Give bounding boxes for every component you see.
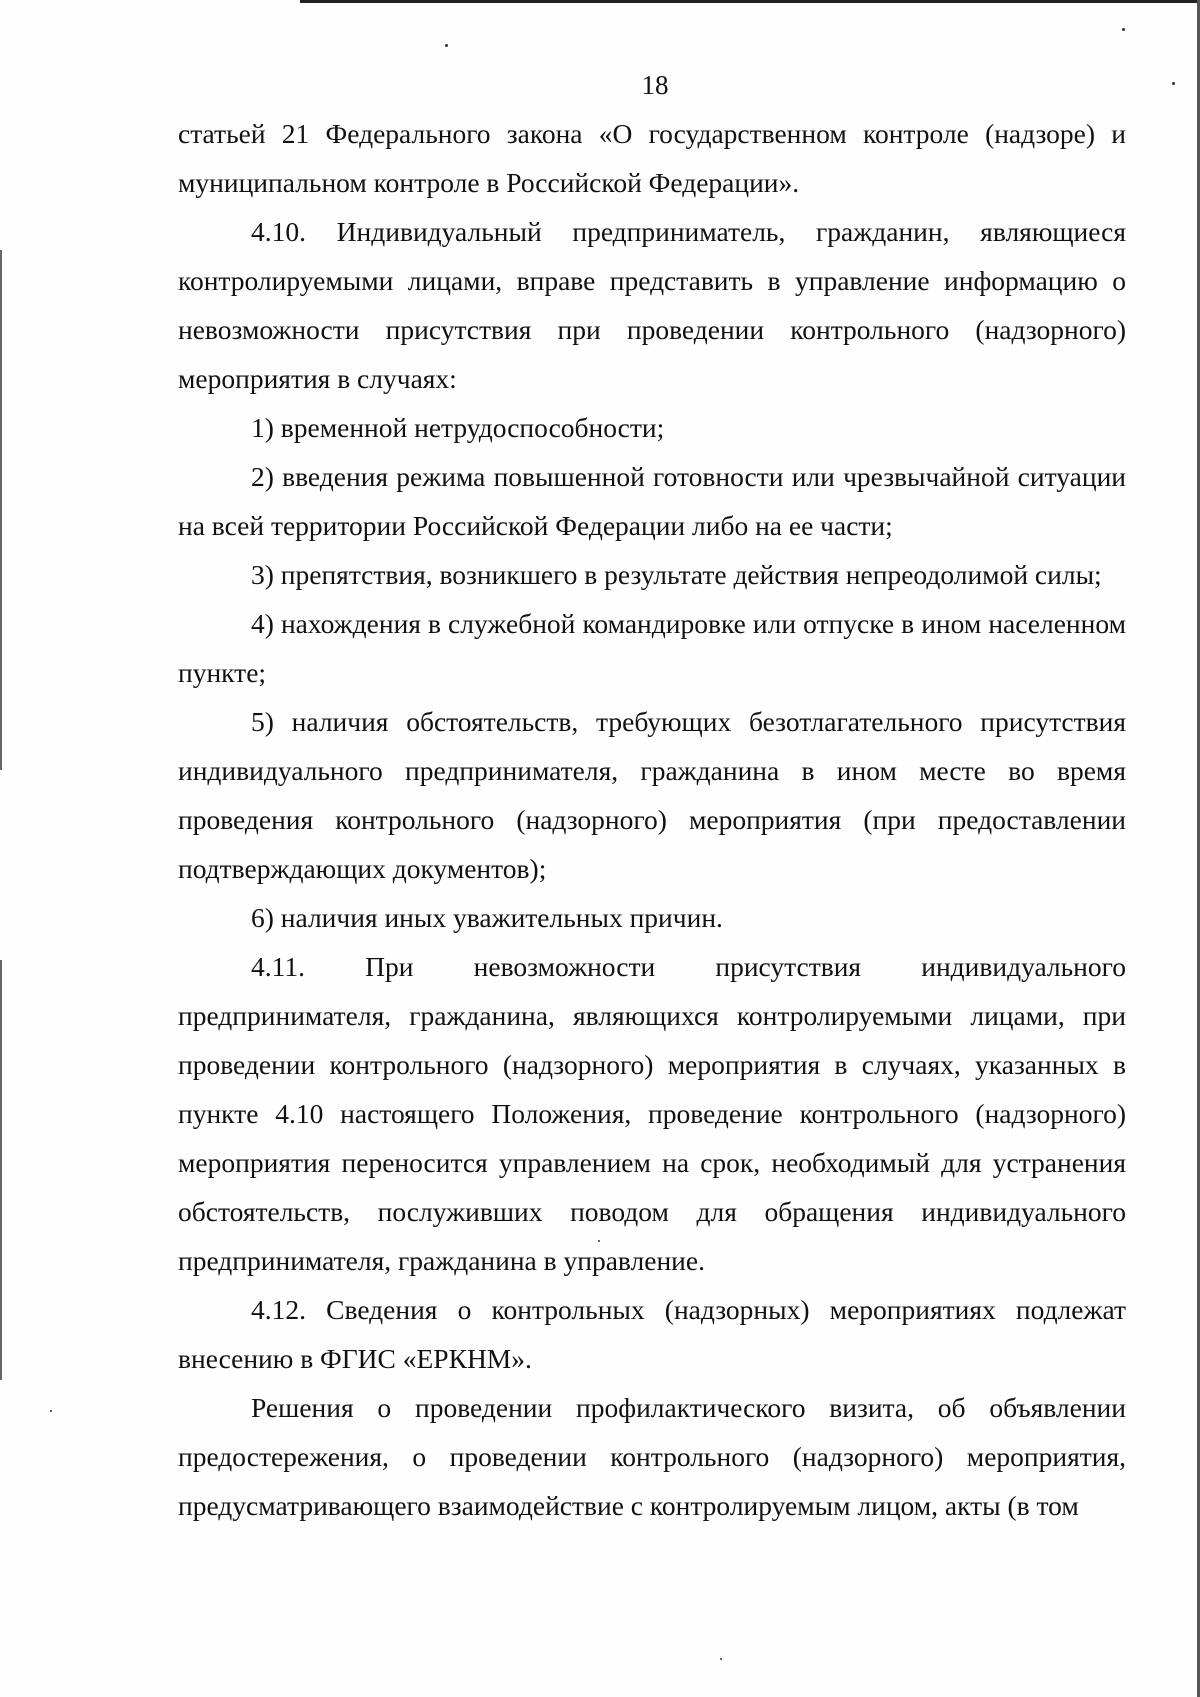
scan-border-top [300, 0, 1200, 3]
paragraph: статьей 21 Федерального закона «О государственном контроле (надзоре) и муниципальном контроле в Российской Федерации». [178, 118, 1126, 198]
list-item: 1) временной нетрудоспособности; [251, 412, 665, 443]
list-item: 2) введения режима повышенной готовности или чрезвычайной ситуации на всей территории Российской Федерации либо на ее части; [178, 461, 1126, 541]
paragraph: Решения о проведении профилактического визита, об объявлении предостережения, о проведении контрольного (надзорного) мероприятия, предусматривающего взаимодействие с контролируемым лицом, акты (в том [178, 1392, 1126, 1521]
paragraph-4-11: 4.11. При невозможности присутствия индивидуального предпринимателя, гражданина, являющихся контролируемыми лицами, при проведении контрольного (надзорного) мероприятия в случаях, указанных в пункте 4.10 настоящего Положения, проведение контрольного (надзорного) мероприятия переносится управлением на срок, необходимый для устранения обстоятельств, послуживших поводом для обращения индивидуального предпринимателя, гражданина в управление. [178, 951, 1126, 1276]
list-item: 4) нахождения в служебной командировке или отпуске в ином населенном пункте; [178, 608, 1126, 688]
list-item: 5) наличия обстоятельств, требующих безотлагательного присутствия индивидуального предпринимателя, гражданина в ином месте во время проведения контрольного (надзорного) мероприятия (при предоставлении подтверждающих документов); [178, 706, 1126, 884]
list-item: 6) наличия иных уважительных причин. [251, 902, 723, 933]
list-item: 3) препятствия, возникшего в результате действия непреодолимой силы; [251, 559, 1102, 590]
document-body [178, 109, 1126, 1530]
scan-border-left [0, 960, 2, 1380]
page-number: 18 [641, 70, 669, 100]
scan-speck [50, 1410, 52, 1412]
scan-speck [1122, 28, 1125, 31]
scan-speck [445, 44, 448, 47]
paragraph-4-10: 4.10. Индивидуальный предприниматель, гражданин, являющиеся контролируемыми лицами, вправе представить в управление информацию о невозможности присутствия при проведении контрольного (надзорного) мероприятия в случаях: [178, 216, 1126, 394]
paragraph-4-12: 4.12. Сведения о контрольных (надзорных) мероприятиях подлежат внесению в ФГИС «ЕРКНМ». [178, 1294, 1126, 1374]
scan-speck [720, 1658, 722, 1660]
scan-border-left [0, 250, 2, 770]
